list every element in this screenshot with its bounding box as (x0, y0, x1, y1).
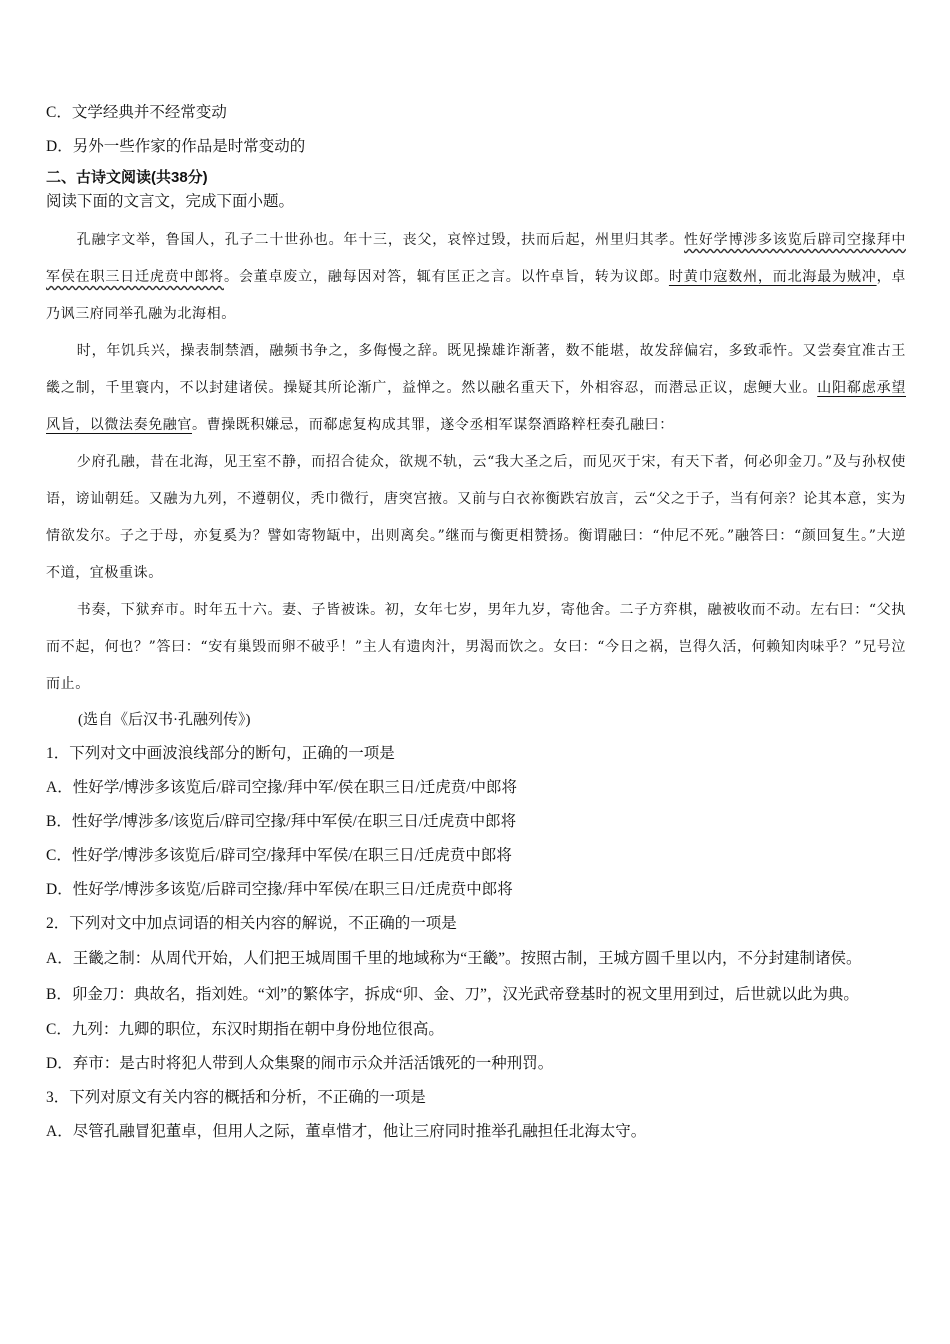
question-1-stem: 1．下列对文中画波浪线部分的断句，正确的一项是 (46, 745, 395, 762)
question-1-option-c: C．性好学/博涉多该览后/辟司空/掾拜中军侯/在职三日/迁虎贲中郎将 (46, 847, 512, 864)
question-3-stem: 3．下列对原文有关内容的概括和分析，不正确的一项是 (46, 1089, 426, 1106)
question-2-option-a: A．王畿之制：从周代开始，人们把王城周围千里的地域称为“王畿”。按照古制，王城方圆千里以内，不分封建制诸侯。 (46, 950, 862, 967)
underlined-text: 时黄巾寇数州，而北海最为贼冲 (668, 269, 877, 285)
question-2-option-b: B．卯金刀：典故名，指刘姓。“刘”的繁体字，拆成“卯、金、刀”，汉光武帝登基时的祝文里用到过，后世就以此为典。 (46, 986, 859, 1003)
passage-paragraph-1 (46, 222, 906, 333)
question-1-option-b: B．性好学/博涉多/该览后/辟司空掾/拜中军侯/在职三日/迁虎贲中郎将 (46, 813, 517, 830)
section-intro: 阅读下面的文言文，完成下面小题。 (46, 193, 295, 210)
passage-text: ，卓乃讽三府同举孔融为北海相。 (46, 269, 907, 322)
question-2-stem: 2．下列对文中加点词语的相关内容的解说，不正确的一项是 (46, 915, 457, 932)
passage-text: 。曹操既积嫌忌，而郗虑复构成其罪，遂令丞相军谋祭酒路粹枉奏孔融曰： (192, 417, 674, 433)
passage-source: (选自《后汉书·孔融列传》) (78, 712, 251, 728)
question-2-option-c: C．九列：九卿的职位，东汉时期指在朝中身份地位很高。 (46, 1021, 444, 1038)
classical-passage (46, 222, 906, 703)
document-page (46, 96, 906, 1149)
passage-text: 。会董卓废立，融每因对答，辄有匡正之言。以忤卓旨，转为议郎。 (223, 269, 669, 285)
passage-text: 时，年饥兵兴，操表制禁酒，融频书争之，多侮慢之辞。既见操雄诈渐著，数不能堪，故发辞偏宕，多致乖忤。又尝奏宜准古王畿之制，千里寰内，不以封建诸侯。操疑其所论渐广，益惮之。然以融名重天下，外相容忍，而潜忌正议，虑鲠大业。 (46, 343, 906, 396)
passage-text: 孔融字文举，鲁国人，孔子二十世孙也。年十三，丧父，哀悴过毁，扶而后起，州里归其孝。 (76, 232, 685, 248)
section-title: 二、古诗文阅读(共38分) (46, 169, 208, 186)
wavy-underlined-text: 性好学博涉多该览后辟司空掾拜中军侯在职三日迁虎贲中郎将 (46, 232, 906, 285)
question-1-option-d: D．性好学/博涉多该览/后辟司空掾/拜中军侯/在职三日/迁虎贲中郎将 (46, 881, 513, 898)
underlined-text: 山阳郗虑承望风旨，以微法奏免融官 (46, 380, 906, 433)
question-3-option-a: A．尽管孔融冒犯董卓，但用人之际，董卓惜才，他让三府同时推举孔融担任北海太守。 (46, 1123, 647, 1140)
previous-option-d: D．另外一些作家的作品是时常变动的 (46, 138, 306, 155)
passage-paragraph-3: 少府孔融，昔在北海，见王室不静，而招合徒众，欲规不轨，云“我大圣之后，而见灭于宋，有天下者，何必卯金刀。”及与孙权使语，谤讪朝廷。又融为九列，不遵朝仪，秃巾微行，唐突宫掖。又前与白衣祢衡跌宕放言，云“父之于子，当有何亲？论其本意，实为情欲发尔。子之于母，亦复奚为？譬如寄物缻中，出则离矣。”继而与衡更相赞扬。衡谓融曰：“仲尼不死。”融答曰：“颜回复生。”大逆不道，宜极重诛。 (46, 454, 906, 581)
passage-paragraph-2 (46, 333, 906, 444)
question-2-option-d: D．弃市：是古时将犯人带到人众集聚的闹市示众并活活饿死的一种刑罚。 (46, 1055, 554, 1072)
passage-paragraph-4: 书奏，下狱弃市。时年五十六。妻、子皆被诛。初，女年七岁，男年九岁，寄他舍。二子方弈棋，融被收而不动。左右曰：“父执而不起，何也？”答曰：“安有巢毁而卵不破乎！”主人有遗肉汁，男渴而饮之。女曰：“今日之祸，岂得久活，何赖知肉味乎？”兄号泣而止。 (46, 602, 906, 692)
question-1-option-a: A．性好学/博涉多该览后/辟司空掾/拜中军/侯在职三日/迁虎贲/中郎将 (46, 779, 518, 796)
previous-option-c: C．文学经典并不经常变动 (46, 104, 227, 121)
